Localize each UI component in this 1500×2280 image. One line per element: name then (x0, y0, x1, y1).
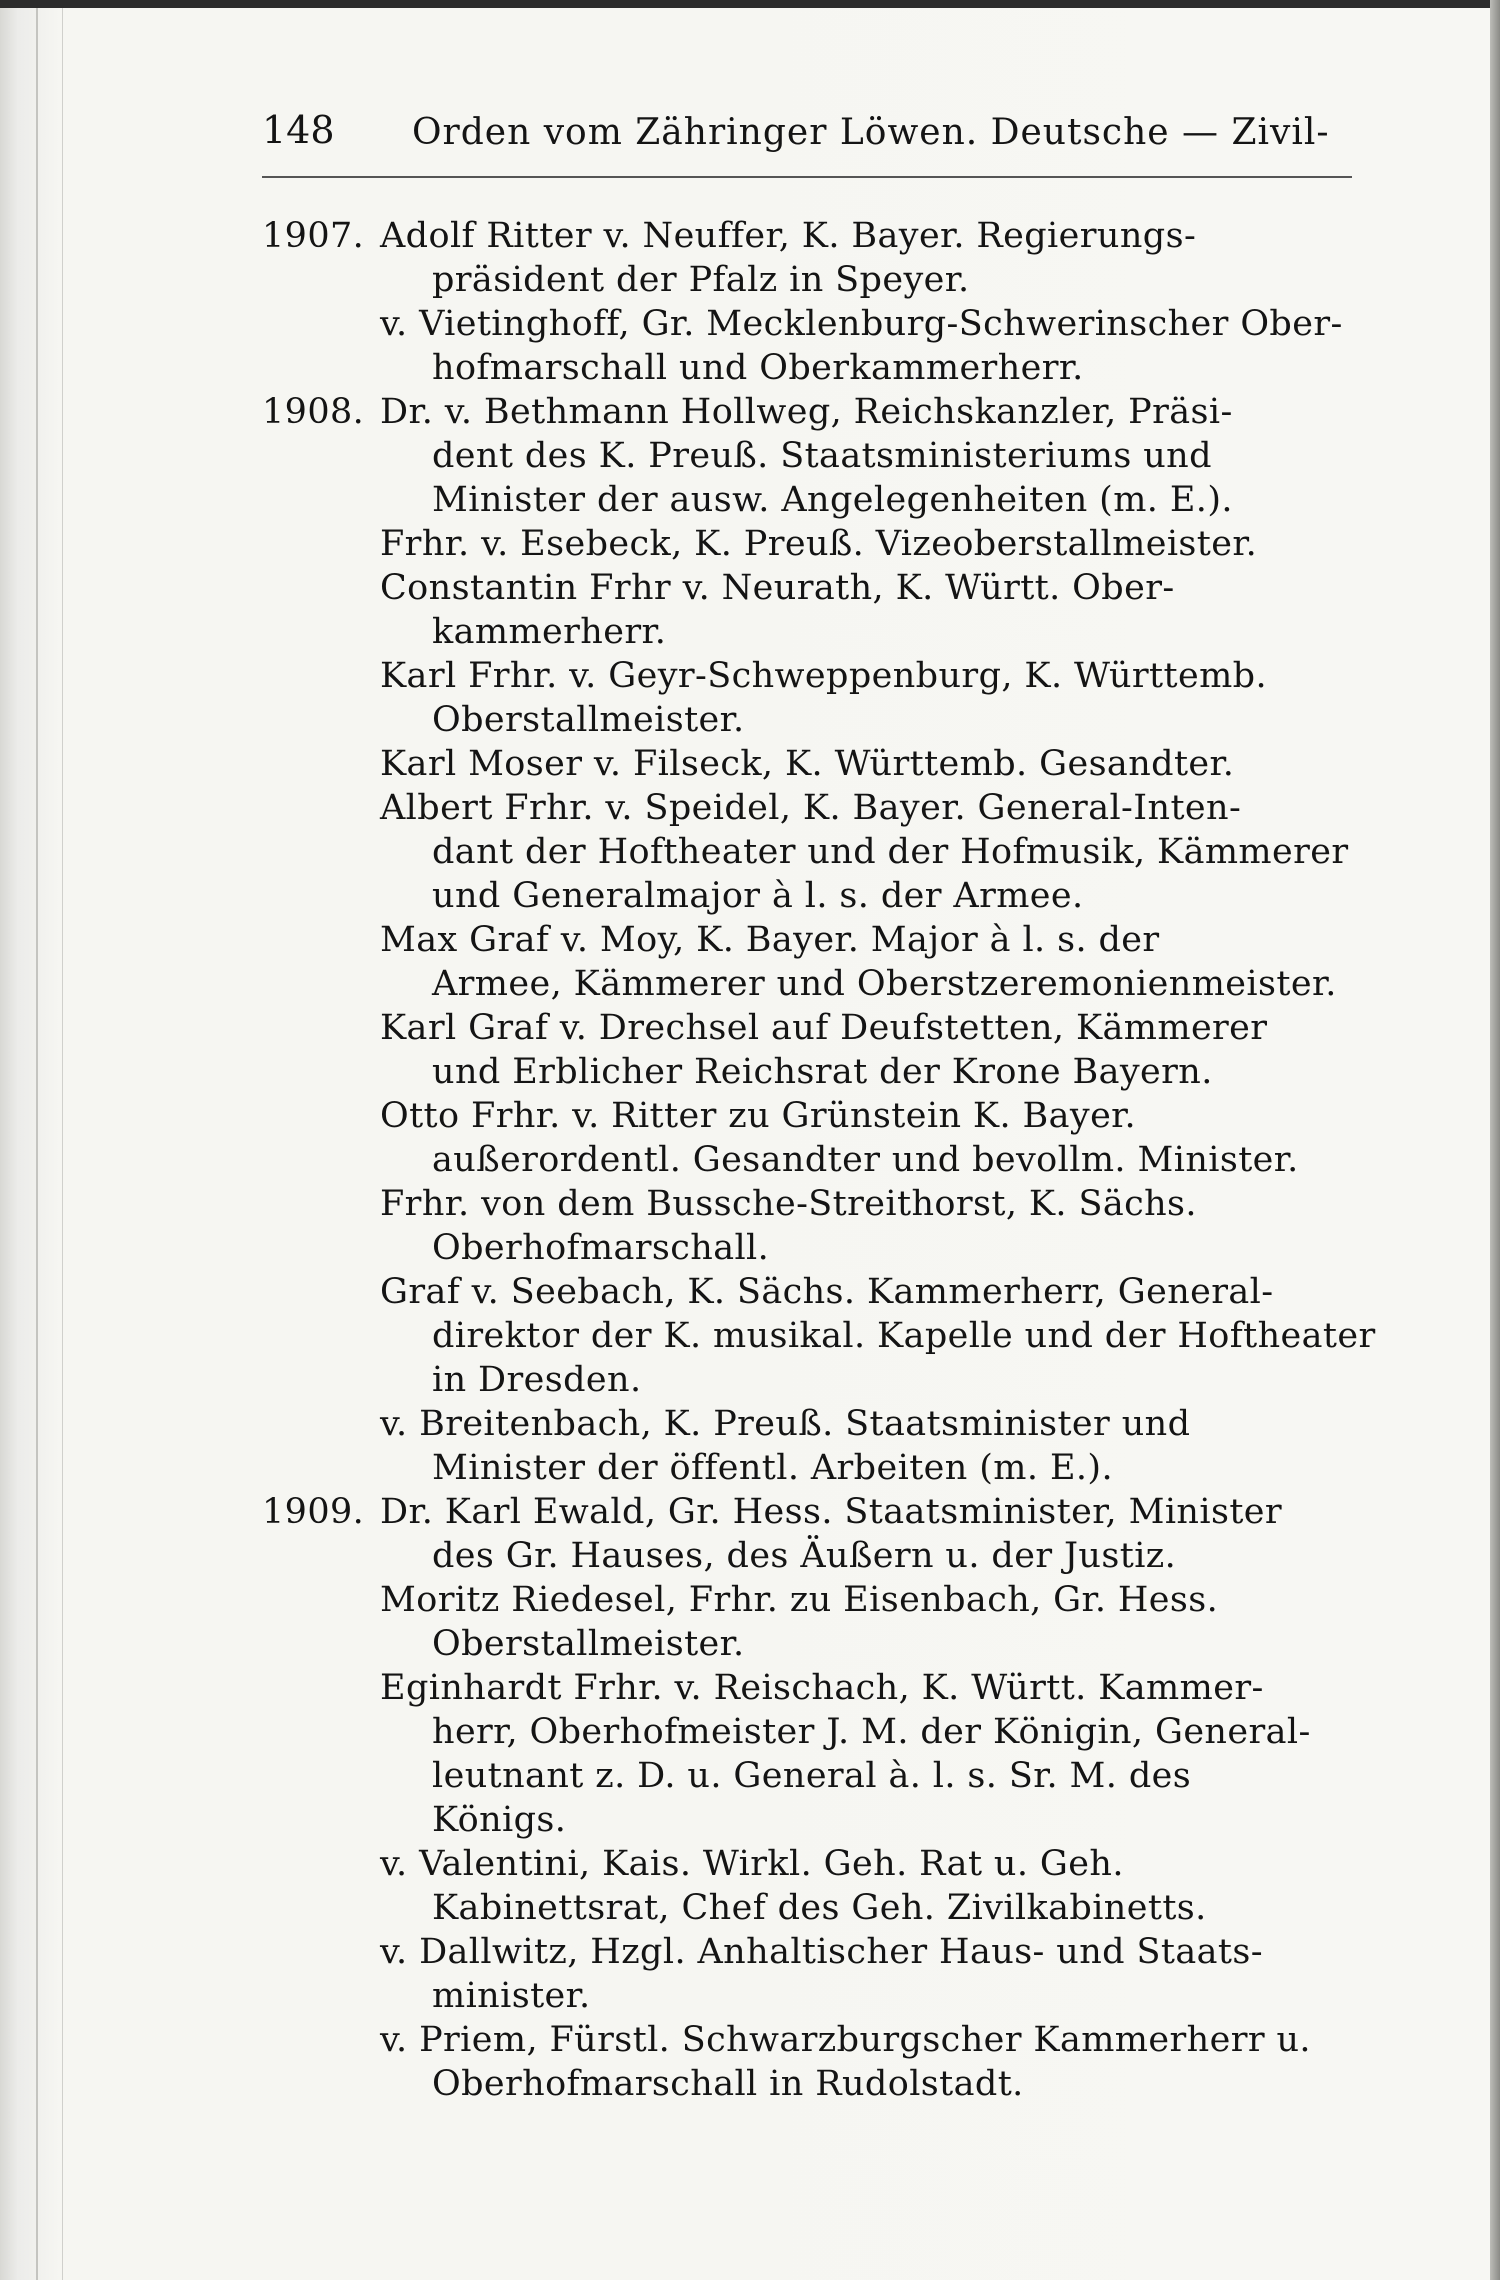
entry-name: v. Vietinghoff, Gr. Mecklenburg-Schwerinscher Ober- (380, 304, 1343, 344)
entry-line (0, 1930, 1500, 1974)
entry-line (0, 1578, 1500, 1622)
entry-name: Karl Frhr. v. Geyr-Schweppenburg, K. Württemb. (380, 656, 1268, 696)
entry-line (0, 214, 1500, 258)
entry-line (0, 1710, 1500, 1754)
entry-line (0, 1754, 1500, 1798)
entry-continuation: in Dresden. (432, 1360, 642, 1400)
list-item (0, 566, 1500, 654)
entry-continuation: Kabinettsrat, Chef des Geh. Zivilkabinetts. (432, 1888, 1207, 1928)
entry-name: Max Graf v. Moy, K. Bayer. Major à l. s. der (380, 920, 1160, 960)
entry-line (0, 1886, 1500, 1930)
list-item (0, 1842, 1500, 1930)
entry-line (0, 522, 1500, 566)
entry-line (0, 1182, 1500, 1226)
entry-line (0, 1446, 1500, 1490)
entry-line (0, 434, 1500, 478)
entry-line (0, 610, 1500, 654)
entry-line (0, 1358, 1500, 1402)
entry-line (0, 1226, 1500, 1270)
entry-line (0, 698, 1500, 742)
entry-name: Dr. v. Bethmann Hollweg, Reichskanzler, Präsi- (380, 392, 1233, 432)
entry-continuation: direktor der K. musikal. Kapelle und der Hoftheater (432, 1316, 1376, 1356)
entry-continuation: außerordentl. Gesandter und bevollm. Minister. (432, 1140, 1299, 1180)
entry-continuation: minister. (432, 1976, 591, 2016)
list-item (0, 1182, 1500, 1270)
list-item (0, 390, 1500, 522)
entry-continuation: dent des K. Preuß. Staatsministeriums und (432, 436, 1212, 476)
entry-line (0, 1314, 1500, 1358)
entry-line (0, 1050, 1500, 1094)
entry-line (0, 1974, 1500, 2018)
entry-name: Graf v. Seebach, K. Sächs. Kammerherr, General- (380, 1272, 1274, 1312)
entry-line (0, 1094, 1500, 1138)
entry-continuation: Minister der ausw. Angelegenheiten (m. E.). (432, 480, 1233, 520)
header-rule (262, 176, 1352, 178)
entry-list (0, 214, 1500, 2106)
entry-name: v. Valentini, Kais. Wirkl. Geh. Rat u. Geh. (380, 1844, 1124, 1884)
entry-line (0, 874, 1500, 918)
entry-name: Frhr. von dem Bussche-Streithorst, K. Sächs. (380, 1184, 1197, 1224)
entry-continuation: kammerherr. (432, 612, 667, 652)
entry-continuation: Oberstallmeister. (432, 700, 745, 740)
entry-line (0, 1798, 1500, 1842)
entry-line (0, 1270, 1500, 1314)
list-item (0, 522, 1500, 566)
entry-continuation: des Gr. Hauses, des Äußern u. der Justiz. (432, 1536, 1177, 1576)
entry-name: Eginhardt Frhr. v. Reischach, K. Württ. Kammer- (380, 1668, 1264, 1708)
entry-line (0, 962, 1500, 1006)
list-item (0, 1006, 1500, 1094)
entry-continuation: und Generalmajor à l. s. der Armee. (432, 876, 1084, 916)
entry-line (0, 1666, 1500, 1710)
entry-line (0, 1006, 1500, 1050)
entry-name: Moritz Riedesel, Frhr. zu Eisenbach, Gr. Hess. (380, 1580, 1219, 1620)
entry-name: v. Dallwitz, Hzgl. Anhaltischer Haus- und Staats- (380, 1932, 1263, 1972)
entry-continuation: herr, Oberhofmeister J. M. der Königin, General- (432, 1712, 1311, 1752)
entry-line (0, 566, 1500, 610)
list-item (0, 742, 1500, 786)
entry-continuation: dant der Hoftheater und der Hofmusik, Kämmerer (432, 832, 1349, 872)
list-item (0, 918, 1500, 1006)
entry-name: v. Breitenbach, K. Preuß. Staatsminister und (380, 1404, 1191, 1444)
list-item (0, 1930, 1500, 2018)
running-title: Orden vom Zähringer Löwen. Deutsche — Zivil- (412, 112, 1330, 153)
entry-name: Dr. Karl Ewald, Gr. Hess. Staatsminister, Minister (380, 1492, 1283, 1532)
entry-name: Albert Frhr. v. Speidel, K. Bayer. General-Inten- (380, 788, 1242, 828)
entry-continuation: Minister der öffentl. Arbeiten (m. E.). (432, 1448, 1113, 1488)
page-header (262, 108, 1352, 164)
list-item (0, 1490, 1500, 1578)
entry-year: 1907. (262, 216, 365, 256)
list-item (0, 1402, 1500, 1490)
entry-continuation: leutnant z. D. u. General à. l. s. Sr. M. des (432, 1756, 1192, 1796)
entry-continuation: Oberhofmarschall in Rudolstadt. (432, 2064, 1024, 2104)
entry-continuation: hofmarschall und Oberkammerherr. (432, 348, 1084, 388)
entry-line (0, 478, 1500, 522)
list-item (0, 1270, 1500, 1402)
entry-line (0, 1622, 1500, 1666)
entry-name: Adolf Ritter v. Neuffer, K. Bayer. Regierungs- (380, 216, 1197, 256)
entry-line (0, 918, 1500, 962)
list-item (0, 214, 1500, 302)
entry-name: Karl Moser v. Filseck, K. Württemb. Gesandter. (380, 744, 1235, 784)
list-item (0, 786, 1500, 918)
page-number: 148 (262, 108, 335, 152)
entry-name: v. Priem, Fürstl. Schwarzburgscher Kammerherr u. (380, 2020, 1311, 2060)
entry-name: Frhr. v. Esebeck, K. Preuß. Vizeoberstallmeister. (380, 524, 1258, 564)
entry-continuation: und Erblicher Reichsrat der Krone Bayern. (432, 1052, 1213, 1092)
scan-top-edge (0, 0, 1500, 8)
entry-line (0, 742, 1500, 786)
list-item (0, 302, 1500, 390)
entry-year: 1909. (262, 1492, 365, 1532)
entry-name: Constantin Frhr v. Neurath, K. Württ. Ober- (380, 568, 1175, 608)
list-item (0, 1578, 1500, 1666)
entry-name: Karl Graf v. Drechsel auf Deufstetten, Kämmerer (380, 1008, 1268, 1048)
entry-line (0, 1534, 1500, 1578)
entry-line (0, 1138, 1500, 1182)
list-item (0, 2018, 1500, 2106)
entry-continuation: Oberhofmarschall. (432, 1228, 770, 1268)
entry-line (0, 786, 1500, 830)
entry-continuation: präsident der Pfalz in Speyer. (432, 260, 970, 300)
entry-continuation: Armee, Kämmerer und Oberstzeremonienmeister. (432, 964, 1337, 1004)
entry-line (0, 346, 1500, 390)
list-item (0, 1666, 1500, 1842)
entry-line (0, 1402, 1500, 1446)
entry-line (0, 2018, 1500, 2062)
entry-line (0, 1842, 1500, 1886)
entry-continuation: Königs. (432, 1800, 567, 1840)
entry-line (0, 654, 1500, 698)
entry-year: 1908. (262, 392, 365, 432)
entry-continuation: Oberstallmeister. (432, 1624, 745, 1664)
entry-line (0, 830, 1500, 874)
entry-line (0, 2062, 1500, 2106)
entry-line (0, 258, 1500, 302)
entry-line (0, 302, 1500, 346)
list-item (0, 1094, 1500, 1182)
list-item (0, 654, 1500, 742)
entry-line (0, 390, 1500, 434)
entry-line (0, 1490, 1500, 1534)
entry-name: Otto Frhr. v. Ritter zu Grünstein K. Bayer. (380, 1096, 1136, 1136)
